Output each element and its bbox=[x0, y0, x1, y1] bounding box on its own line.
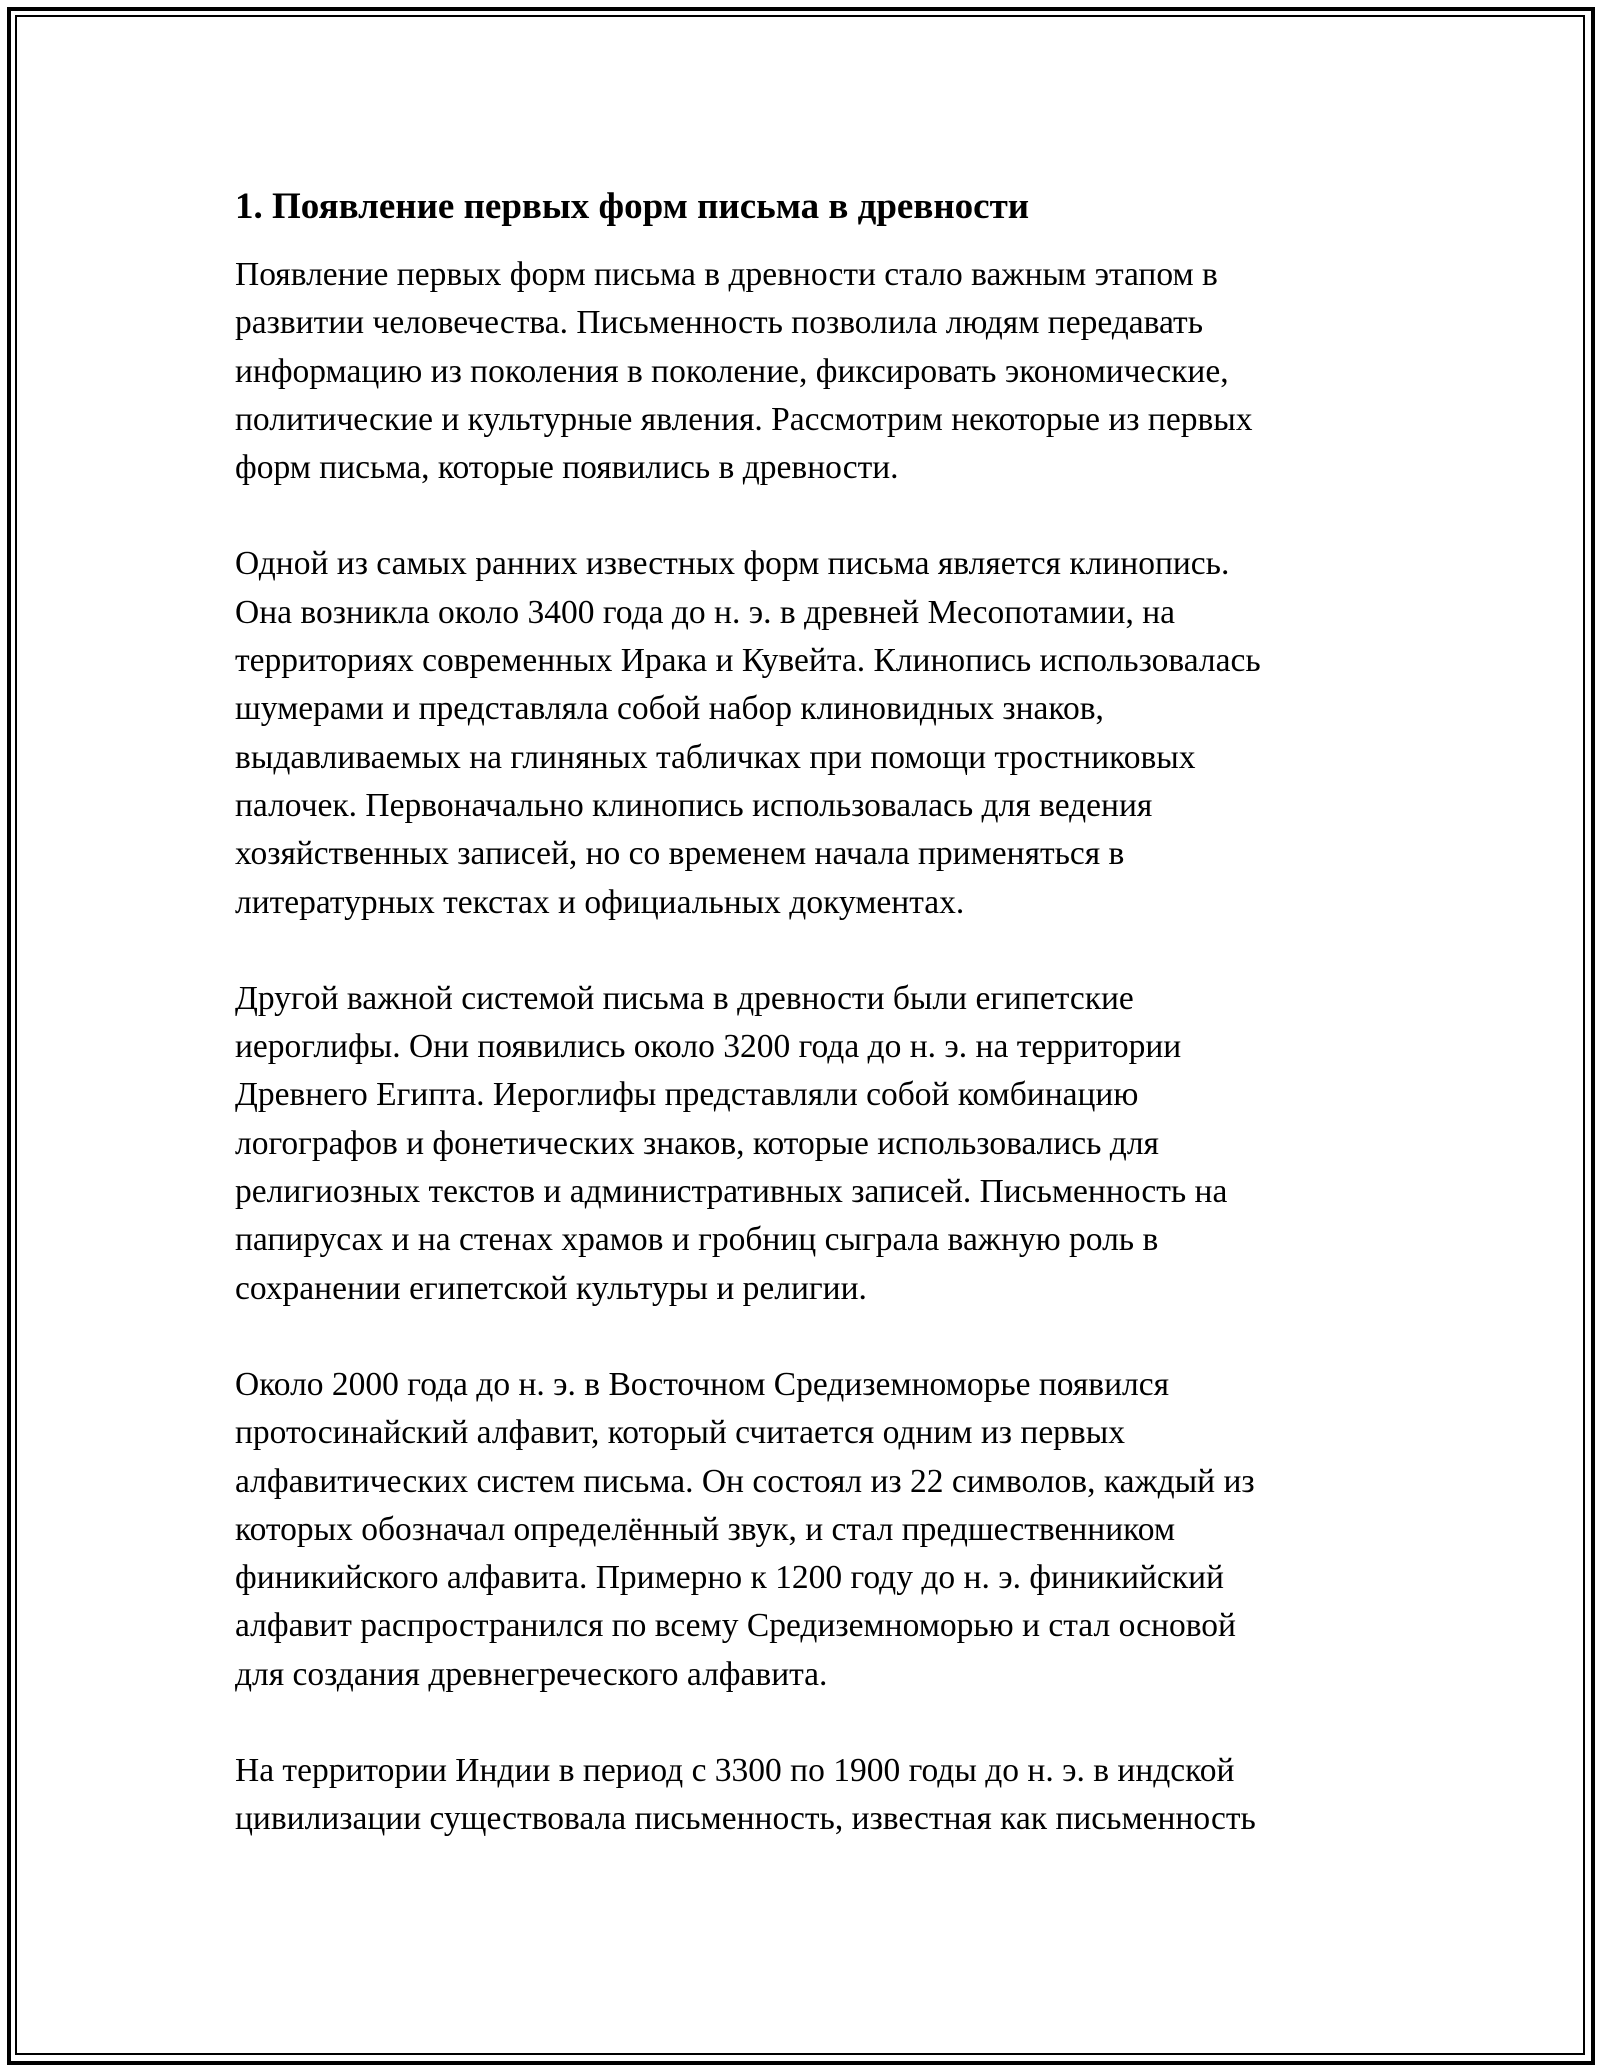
paragraph-line: развитии человечества. Письменность позволила людям передавать bbox=[235, 304, 1203, 342]
body-paragraph bbox=[235, 1747, 1365, 1844]
paragraph-line: Она возникла около 3400 года до н. э. в древней Месопотамии, на bbox=[235, 593, 1176, 631]
body-paragraph bbox=[235, 540, 1365, 926]
paragraph-line: Другой важной системой письма в древности были египетские bbox=[235, 979, 1134, 1017]
document-body bbox=[235, 183, 1365, 1892]
paragraph-line: Одной из самых ранних известных форм письма является клинопись. bbox=[235, 545, 1230, 583]
paragraph-line: финикийского алфавита. Примерно к 1200 году до н. э. финикийский bbox=[235, 1559, 1224, 1597]
body-paragraph bbox=[235, 1361, 1365, 1699]
paragraph-line: На территории Индии в период с 3300 по 1900 годы до н. э. в индской bbox=[235, 1752, 1235, 1790]
paragraph-line: алфавитических систем письма. Он состоял из 22 символов, каждый из bbox=[235, 1462, 1255, 1500]
paragraph-line: литературных текстах и официальных документах. bbox=[235, 883, 965, 921]
paragraph-line: Появление первых форм письма в древности стало важным этапом в bbox=[235, 256, 1218, 293]
body-paragraph bbox=[235, 251, 1365, 492]
paragraph-line: политические и культурные явления. Рассмотрим некоторые из первых bbox=[235, 400, 1253, 438]
paragraph-line: шумерами и представляла собой набор клиновидных знаков, bbox=[235, 690, 1104, 728]
paragraph-line: для создания древнегреческого алфавита. bbox=[235, 1655, 828, 1693]
paragraph-line: Древнего Египта. Иероглифы представляли собой комбинацию bbox=[235, 1076, 1139, 1114]
paragraph-line: логографов и фонетических знаков, которые использовались для bbox=[235, 1124, 1159, 1162]
paragraph-line: форм письма, которые появились в древности. bbox=[235, 449, 899, 487]
paragraph-line: религиозных текстов и административных записей. Письменность на bbox=[235, 1173, 1228, 1211]
paragraph-line: палочек. Первоначально клинопись использовалась для ведения bbox=[235, 786, 1153, 824]
paragraph-line: выдавливаемых на глиняных табличках при помощи тростниковых bbox=[235, 738, 1196, 776]
paragraph-line: сохранении египетской культуры и религии. bbox=[235, 1269, 867, 1307]
body-paragraph bbox=[235, 975, 1365, 1313]
paragraph-line: цивилизации существовала письменность, известная как письменность bbox=[235, 1800, 1256, 1838]
paragraph-line: информацию из поколения в поколение, фиксировать экономические, bbox=[235, 352, 1229, 390]
paragraph-line: протосинайский алфавит, который считается одним из первых bbox=[235, 1414, 1126, 1452]
paragraph-line: папирусах и на стенах храмов и гробниц сыграла важную роль в bbox=[235, 1221, 1159, 1259]
paragraph-line: иероглифы. Они появились около 3200 года до н. э. на территории bbox=[235, 1028, 1182, 1066]
paragraph-line: алфавит распространился по всему Средиземноморью и стал основой bbox=[235, 1607, 1236, 1645]
paragraph-line: Около 2000 года до н. э. в Восточном Средиземноморье появился bbox=[235, 1365, 1170, 1403]
paragraph-line: хозяйственных записей, но со временем начала применяться в bbox=[235, 835, 1125, 873]
section-heading: 1. Появление первых форм письма в древности bbox=[235, 186, 1030, 227]
paragraph-list bbox=[235, 251, 1365, 1844]
paragraph-line: территориях современных Ирака и Кувейта. Клинопись использовалась bbox=[235, 642, 1261, 680]
paragraph-line: которых обозначал определённый звук, и стал предшественником bbox=[235, 1510, 1176, 1548]
